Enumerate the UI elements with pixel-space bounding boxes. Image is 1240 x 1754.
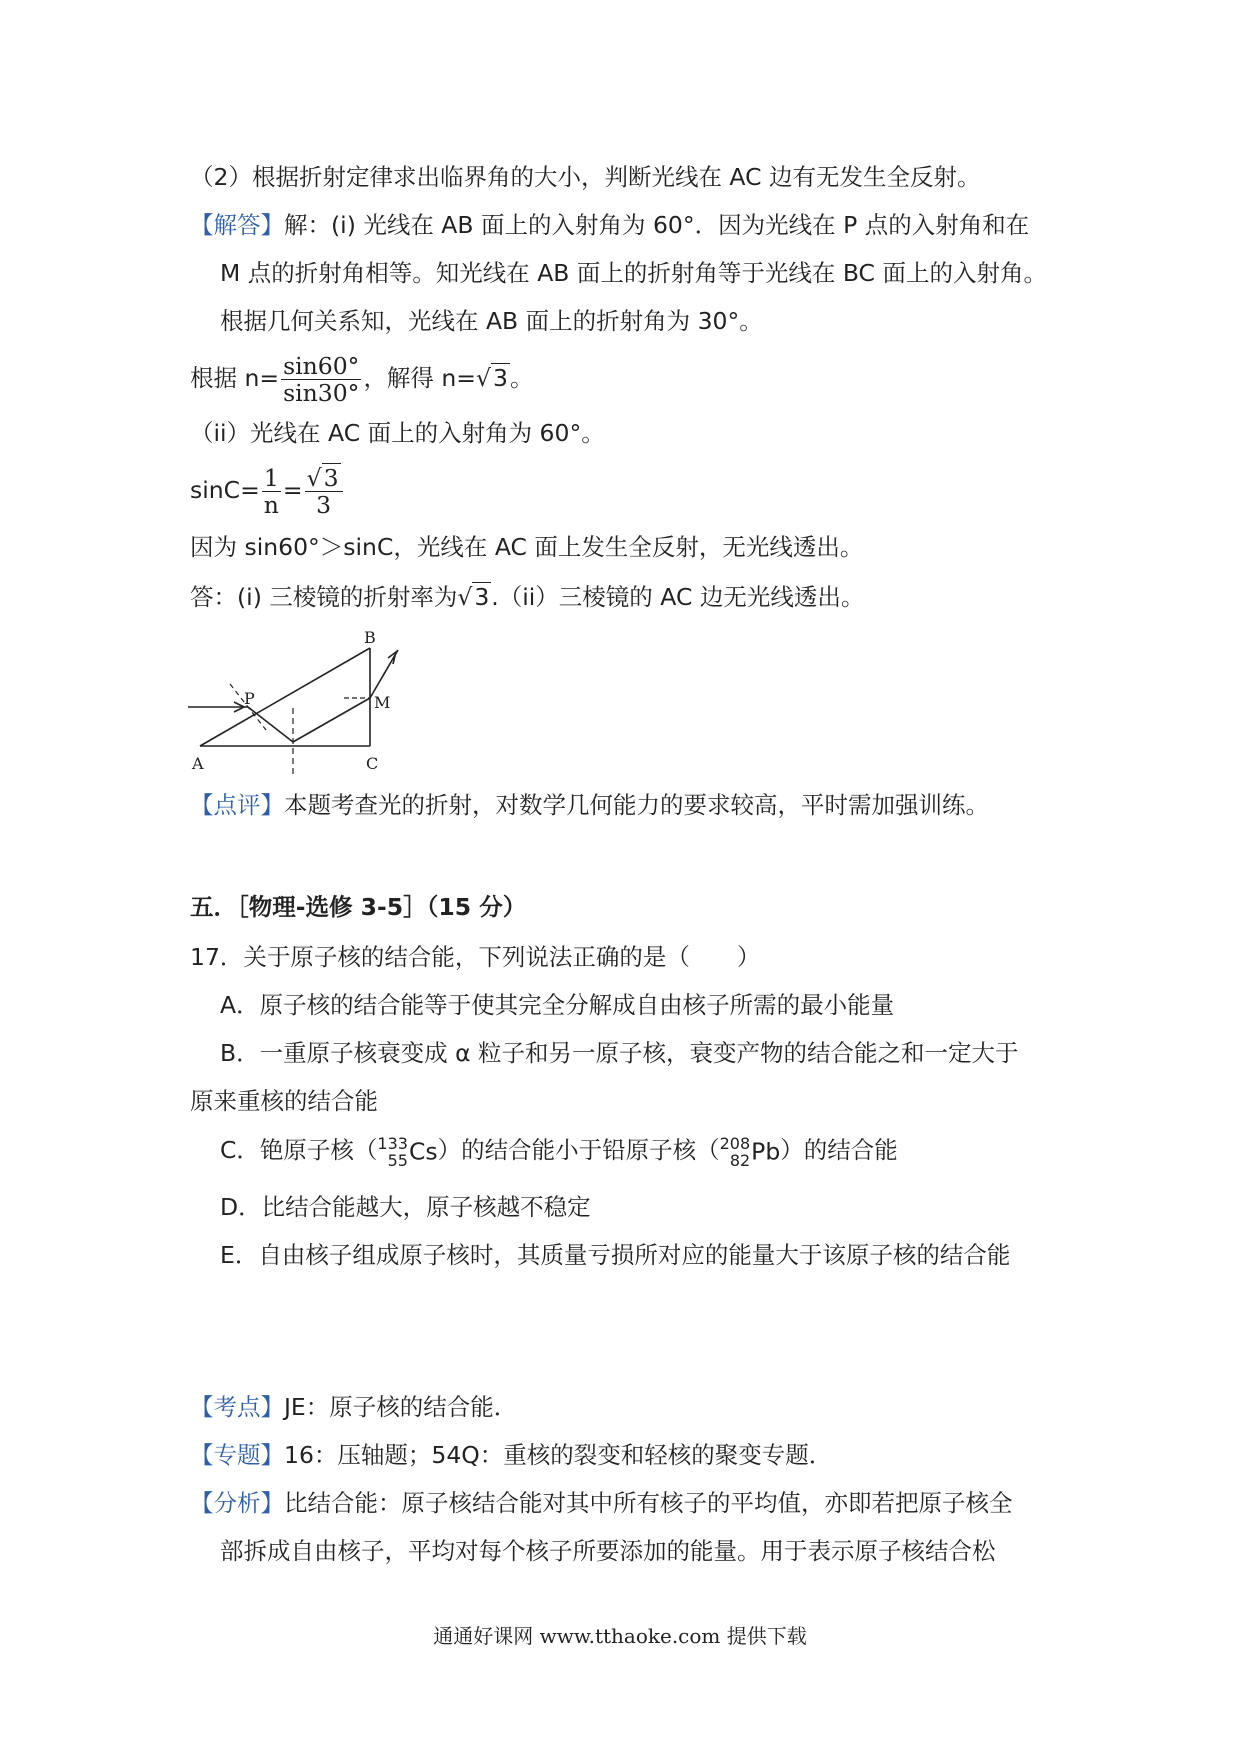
one-over-n-fraction: $\frac{1}{n}$ [263,464,279,519]
sqrt-3: √3 [476,364,508,392]
q17-stem: 17．关于原子核的结合能，下列说法正确的是（ ） [190,943,761,971]
q17-option-c: C．铯原子核（ 133 55 Cs）的结合能小于铅原子核（ 208 82 Pb）的结合能 [220,1133,898,1170]
label-c: C [366,754,379,773]
cs-nuclide-numbers: 133 55 [377,1133,408,1170]
label-m: M [374,693,391,712]
refracted-ray [248,707,293,742]
q17-option-a: A．原子核的结合能等于使其完全分解成自由核子所需的最小能量 [220,991,895,1019]
fenxi-tag: 【分析】 [190,1489,284,1517]
reflected-ray [293,698,370,742]
solution-line-3: 根据几何关系知，光线在 AB 面上的折射角为 30°。 [220,307,763,335]
solution-line-1: 【解答】解：(i) 光线在 AB 面上的入射角为 60°．因为光线在 P 点的入射角和在 [190,211,1030,239]
comment-line: 【点评】本题考查光的折射，对数学几何能力的要求较高，平时需加强训练。 [190,791,989,819]
fenxi-line-1: 【分析】比结合能：原子核结合能对其中所有核子的平均值，亦即若把原子核全 [190,1489,1013,1517]
label-a: A [192,754,204,773]
comment-tag: 【点评】 [190,791,284,819]
pb-nuclide-numbers: 208 82 [719,1133,751,1170]
label-b: B [364,628,376,647]
q17-option-b: B．一重原子核衰变成 α 粒子和另一原子核，衰变产物的结合能之和一定大于 [220,1039,1019,1067]
sin-ratio-fraction: $\frac{\sin 60^\circ}{\sin 30^\circ}$ [283,352,360,407]
q17-option-e: E．自由核子组成原子核时，其质量亏损所对应的能量大于该原子核的结合能 [220,1241,1011,1269]
hint-part2: （2）根据折射定律求出临界角的大小，判断光线在 AC 边有无发生全反射。 [190,163,981,191]
solution-tag: 【解答】 [190,211,284,239]
label-p: P [244,689,255,708]
critical-angle-formula: sinC= $\frac{1}{n}$ = $\frac{√3}{3}$ [190,460,345,520]
answer-line: 答：(i) 三棱镜的折射率为√3.（ii）三棱镜的 AC 边无光线透出。 [190,580,864,614]
sqrt3-over-3-fraction: $\frac{√3}{3}$ [305,465,343,518]
zhuanti-tag: 【专题】 [190,1441,284,1469]
prism-diagram [188,628,418,778]
q17-option-b-cont: 原来重核的结合能 [190,1087,378,1115]
fenxi-line-2: 部拆成自由核子，平均对每个核子所要添加的能量。用于表示原子核结合松 [220,1537,996,1565]
zhuanti-line: 【专题】16：压轴题；54Q：重核的裂变和轻核的聚变专题． [190,1441,833,1469]
refractive-index-formula: 根据 n= $\frac{\sin 60^\circ}{\sin 30^\circ}$ ，解得 n=√3。 [190,352,534,407]
q17-option-d: D．比结合能越大，原子核越不稳定 [220,1193,591,1221]
solution-part-ii: （ii）光线在 AC 面上的入射角为 60°。 [190,419,605,447]
kaodian-line: 【考点】JE：原子核的结合能． [190,1393,518,1421]
prism-edge-ab [200,648,370,746]
emergent-ray-arrow [388,652,396,664]
total-reflection-line: 因为 sin60°＞sinC，光线在 AC 面上发生全反射，无光线透出。 [190,533,864,561]
solution-line-2: M 点的折射角相等。知光线在 AB 面上的折射角等于光线在 BC 面上的入射角。 [220,259,1047,287]
kaodian-tag: 【考点】 [190,1393,284,1421]
answer-sqrt-3: √3 [457,583,490,611]
section5-heading: 五．［物理-选修 3-5］（15 分） [190,893,527,921]
page-footer: 通通好课网 www.tthaoke.com 提供下载 [433,1624,807,1648]
emergent-ray [370,650,398,698]
